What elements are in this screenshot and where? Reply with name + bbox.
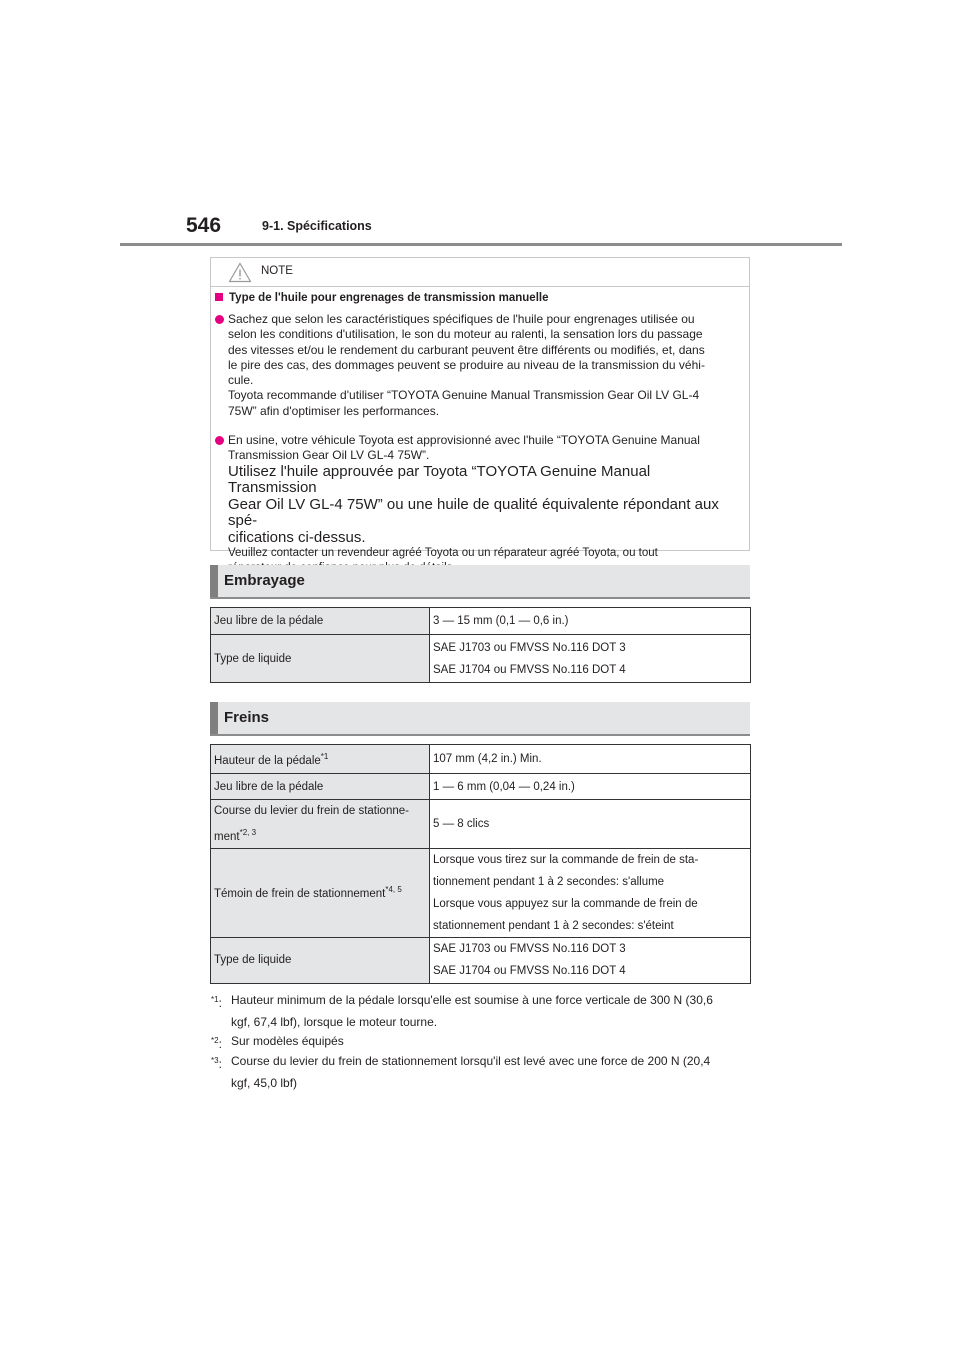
note-text: En usine, votre véhicule Toyota est approvisionné avec l'huile “TOYOTA Genuine Manual — [228, 433, 700, 447]
section-title: 9-1. Spécifications — [262, 219, 372, 233]
note-text: Transmission Gear Oil LV GL-4 75W”. — [228, 448, 430, 463]
note-text: Toyota recommande d'utiliser “TOYOTA Genuine Manual Transmission Gear Oil LV GL-4 — [228, 388, 700, 403]
spec-value-cell — [430, 848, 751, 937]
spec-value: Lorsque vous appuyez sur la commande de frein de — [433, 897, 698, 910]
footnote-ref: *4, 5 — [385, 885, 402, 895]
note-text: Sachez que selon les caractéristiques spécifiques de l'huile pour engrenages utilisée ou — [228, 312, 695, 326]
note-bullet-2 — [215, 433, 740, 575]
table-row — [211, 848, 751, 937]
table-row — [211, 635, 751, 683]
table-row — [211, 774, 751, 800]
spec-value: SAE J1703 ou FMVSS No.116 DOT 3 — [433, 943, 626, 956]
note-heading-text: Type de l'huile pour engrenages de transmission manuelle — [229, 292, 549, 304]
section-band-embrayage — [210, 565, 750, 599]
spec-label: Jeu libre de la pédale — [211, 774, 430, 800]
band-accent — [210, 702, 218, 734]
section-heading: Freins — [224, 709, 270, 726]
footnote-text: kgf, 67,4 lbf), lorsque le moteur tourne. — [231, 1015, 438, 1029]
footnote-text: Hauteur minimum de la pédale lorsqu'elle est soumise à une force verticale de 300 N (30,6 — [231, 993, 713, 1007]
warning-triangle-icon — [228, 262, 252, 283]
note-text: 75W” afin d'optimiser les performances. — [228, 403, 440, 418]
footnote-text: Course du levier du frein de stationnement lorsqu'il est levé avec une force de 200 N (20,4 — [231, 1054, 711, 1068]
table-row — [211, 800, 751, 849]
spec-label: Jeu libre de la pédale — [211, 608, 430, 635]
spec-value: SAE J1704 ou FMVSS No.116 DOT 4 — [433, 663, 626, 676]
note-heading — [215, 292, 549, 304]
note-emphasis-text: Gear Oil LV GL-4 75W” ou une huile de qualité équivalente répondant aux spé- — [228, 495, 719, 530]
spec-value: SAE J1703 ou FMVSS No.116 DOT 3 — [433, 641, 626, 654]
spec-value: Lorsque vous tirez sur la commande de frein de sta- — [433, 853, 699, 866]
spec-label — [211, 848, 430, 937]
spec-value-cell — [430, 635, 751, 683]
table-row — [211, 608, 751, 635]
footnote-text: kgf, 45,0 lbf) — [231, 1076, 298, 1090]
round-bullet-icon — [215, 436, 224, 445]
spec-value: 5 — 8 clics — [430, 800, 751, 849]
footnote-mark: $^{*2}$: — [211, 1036, 222, 1051]
note-label: NOTE — [261, 265, 293, 277]
note-emphasis-text: cifications ci-dessus. — [228, 528, 366, 546]
spec-label-text: Course du levier du frein de stationne- — [214, 805, 409, 817]
embrayage-table — [210, 607, 751, 683]
footnote-1 — [211, 989, 756, 1033]
note-text: le pire des cas, des dommages peuvent se produire au niveau de la transmission du véhi- — [228, 357, 705, 372]
spec-label — [211, 800, 430, 849]
spec-label-text: ment — [214, 830, 240, 843]
note-box — [210, 257, 750, 560]
footnote-text: Sur modèles équipés — [231, 1034, 344, 1048]
round-bullet-icon — [215, 315, 224, 324]
spec-label-text: Témoin de frein de stationnement — [214, 888, 386, 901]
note-text: selon les conditions d'utilisation, le son du moteur au ralenti, la sensation lors du passage — [228, 327, 703, 342]
spec-value: SAE J1704 ou FMVSS No.116 DOT 4 — [433, 965, 626, 978]
spec-value-cell — [430, 937, 751, 983]
spec-label: Type de liquide — [211, 937, 430, 983]
spec-label — [211, 745, 430, 774]
footnote-3 — [211, 1050, 756, 1094]
band-accent — [210, 565, 218, 597]
table-row — [211, 745, 751, 774]
note-header — [211, 258, 749, 287]
note-text: des vitesses et/ou le rendement du carburant peuvent être différents ou modifiés, et, dans — [228, 342, 705, 357]
footnote-mark: $^{*1}$: — [211, 995, 222, 1010]
footnote-ref: *2, 3 — [239, 828, 257, 837]
freins-table — [210, 744, 751, 984]
spec-value: 1 — 6 mm (0,04 — 0,24 in.) — [430, 774, 751, 800]
footnote-2 — [211, 1030, 756, 1052]
spec-value: stationnement pendant 1 à 2 secondes: s'éteint — [433, 919, 674, 932]
spec-label: Type de liquide — [211, 635, 430, 683]
footnote-ref: *1 — [320, 751, 329, 761]
note-bullet-1 — [215, 312, 740, 419]
spec-label-text: Hauteur de la pédale — [214, 754, 321, 767]
footnote-mark: $^{*3}$: — [211, 1056, 222, 1071]
spec-value: 107 mm (4,2 in.) Min. — [430, 745, 751, 774]
page-number: 546 — [186, 214, 222, 237]
table-row — [211, 937, 751, 983]
note-emphasis-text: Utilisez l'huile approuvée par Toyota “TOYOTA Genuine Manual Transmission — [228, 462, 651, 497]
note-text: cule. — [228, 373, 254, 388]
square-bullet-icon — [215, 293, 223, 301]
section-heading: Embrayage — [224, 572, 305, 589]
header-divider — [120, 243, 842, 246]
spec-value: 3 — 15 mm (0,1 — 0,6 in.) — [430, 608, 751, 635]
note-text: Veuillez contacter un revendeur agréé Toyota ou un réparateur agréé Toyota, ou tout — [228, 547, 658, 560]
spec-value: tionnement pendant 1 à 2 secondes: s'allume — [433, 875, 665, 888]
section-band-freins — [210, 702, 750, 736]
